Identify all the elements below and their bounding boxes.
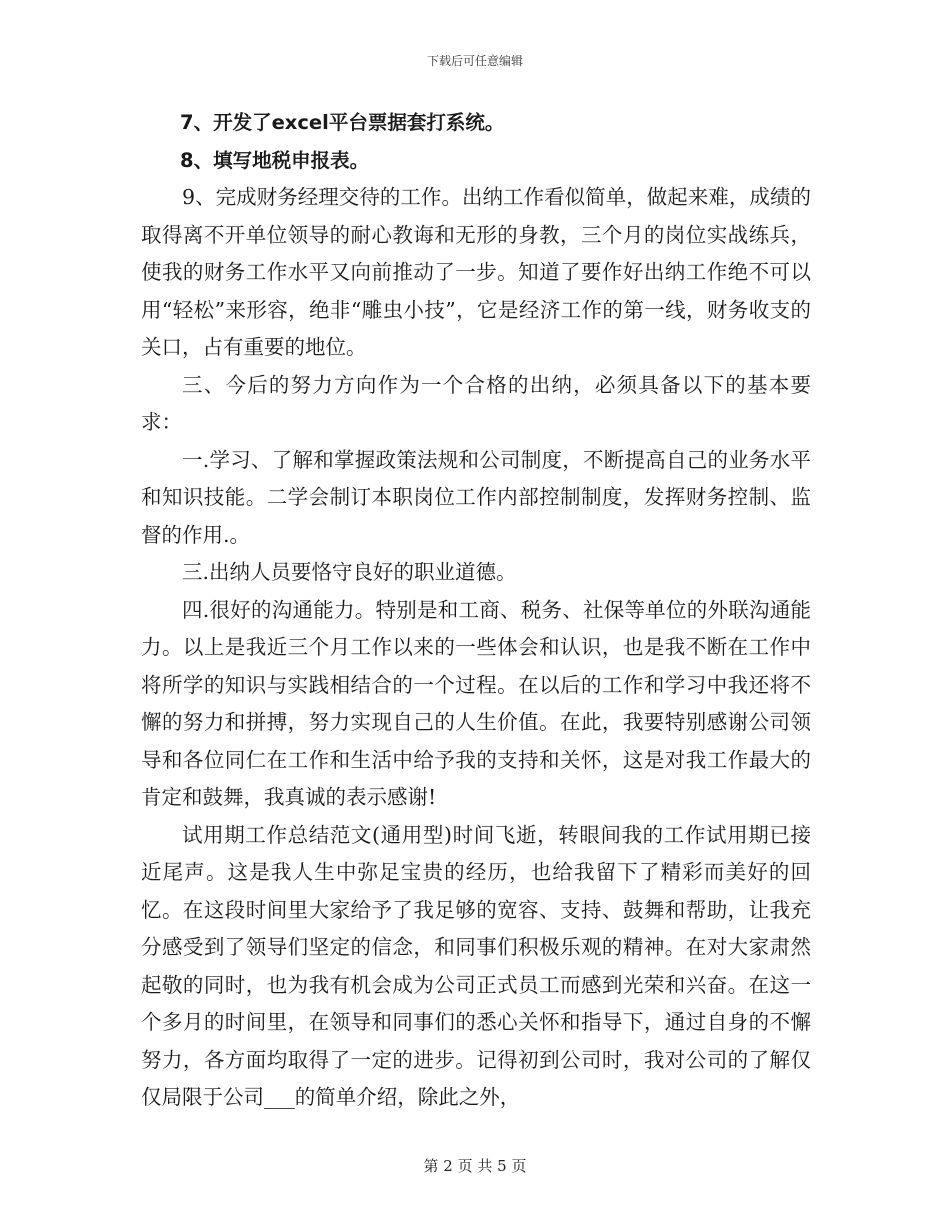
paragraph-item-8: 8、填写地税申报表。 (180, 148, 370, 172)
page-footer: 第 2 页 共 5 页 (423, 1157, 527, 1175)
paragraph-requirement-three: 三.出纳人员要恪守良好的职业道德。 (182, 560, 517, 584)
paragraph-probation-summary: 试用期工作总结范文(通用型)时间飞逝，转眼间我的工作试用期已接近尾声。这是我人生中弥足宝贵的经历，也给我留下了精彩而美好的回忆。在这段时间里大家给予了我足够的宽容、支持、鼓舞和帮助，让我充分感受到了领导们坚定的信念，和同事们积极乐观的精神。在对大家肃然起敬的同时，也为我有机会成为公司正式员工而感到光荣和兴奋。在这一个多月的时间里，在领导和同事们的悉心关怀和指导下，通过自身的不懈努力，各方面均取得了一定的进步。记得初到公司时，我对公司的了解仅仅局限于公司___的简单介绍，除此之外， (141, 822, 811, 1109)
page-header: 下载后可任意编辑 (426, 54, 523, 68)
paragraph-item-9: 9、完成财务经理交待的工作。出纳工作看似简单，做起来难，成绩的取得离不开单位领导的耐心教诲和无形的身教，三个月的岗位实战练兵，使我的财务工作水平又向前推动了一步。知道了要作好出纳工作绝不可以用“轻松”来形容，绝非“雕虫小技”，它是经济工作的第一线，财务收支的关口，占有重要的地位。 (141, 185, 811, 359)
document-body (141, 104, 811, 1117)
paragraph-requirement-one-two: 一.学习、了解和掌握政策法规和公司制度，不断提高自己的业务水平和知识技能。二学会制订本职岗位工作内部控制制度，发挥财务控制、监督的作用.。 (141, 447, 811, 547)
paragraph-requirement-four: 四.很好的沟通能力。特别是和工商、税务、社保等单位的外联沟通能力。以上是我近三个月工作以来的一些体会和认识，也是我不断在工作中将所学的知识与实践相结合的一个过程。在以后的工作和学习中我还将不懈的努力和拼搏，努力实现自己的人生价值。在此，我要特别感谢公司领导和各位同仁在工作和生活中给予我的支持和关怀，这是对我工作最大的肯定和鼓舞，我真诚的表示感谢! (141, 597, 811, 809)
paragraph-item-7: 7、开发了excel平台票据套打系统。 (180, 111, 505, 134)
paragraph-section-three: 三、今后的努力方向作为一个合格的出纳，必须具备以下的基本要求： (141, 372, 811, 434)
